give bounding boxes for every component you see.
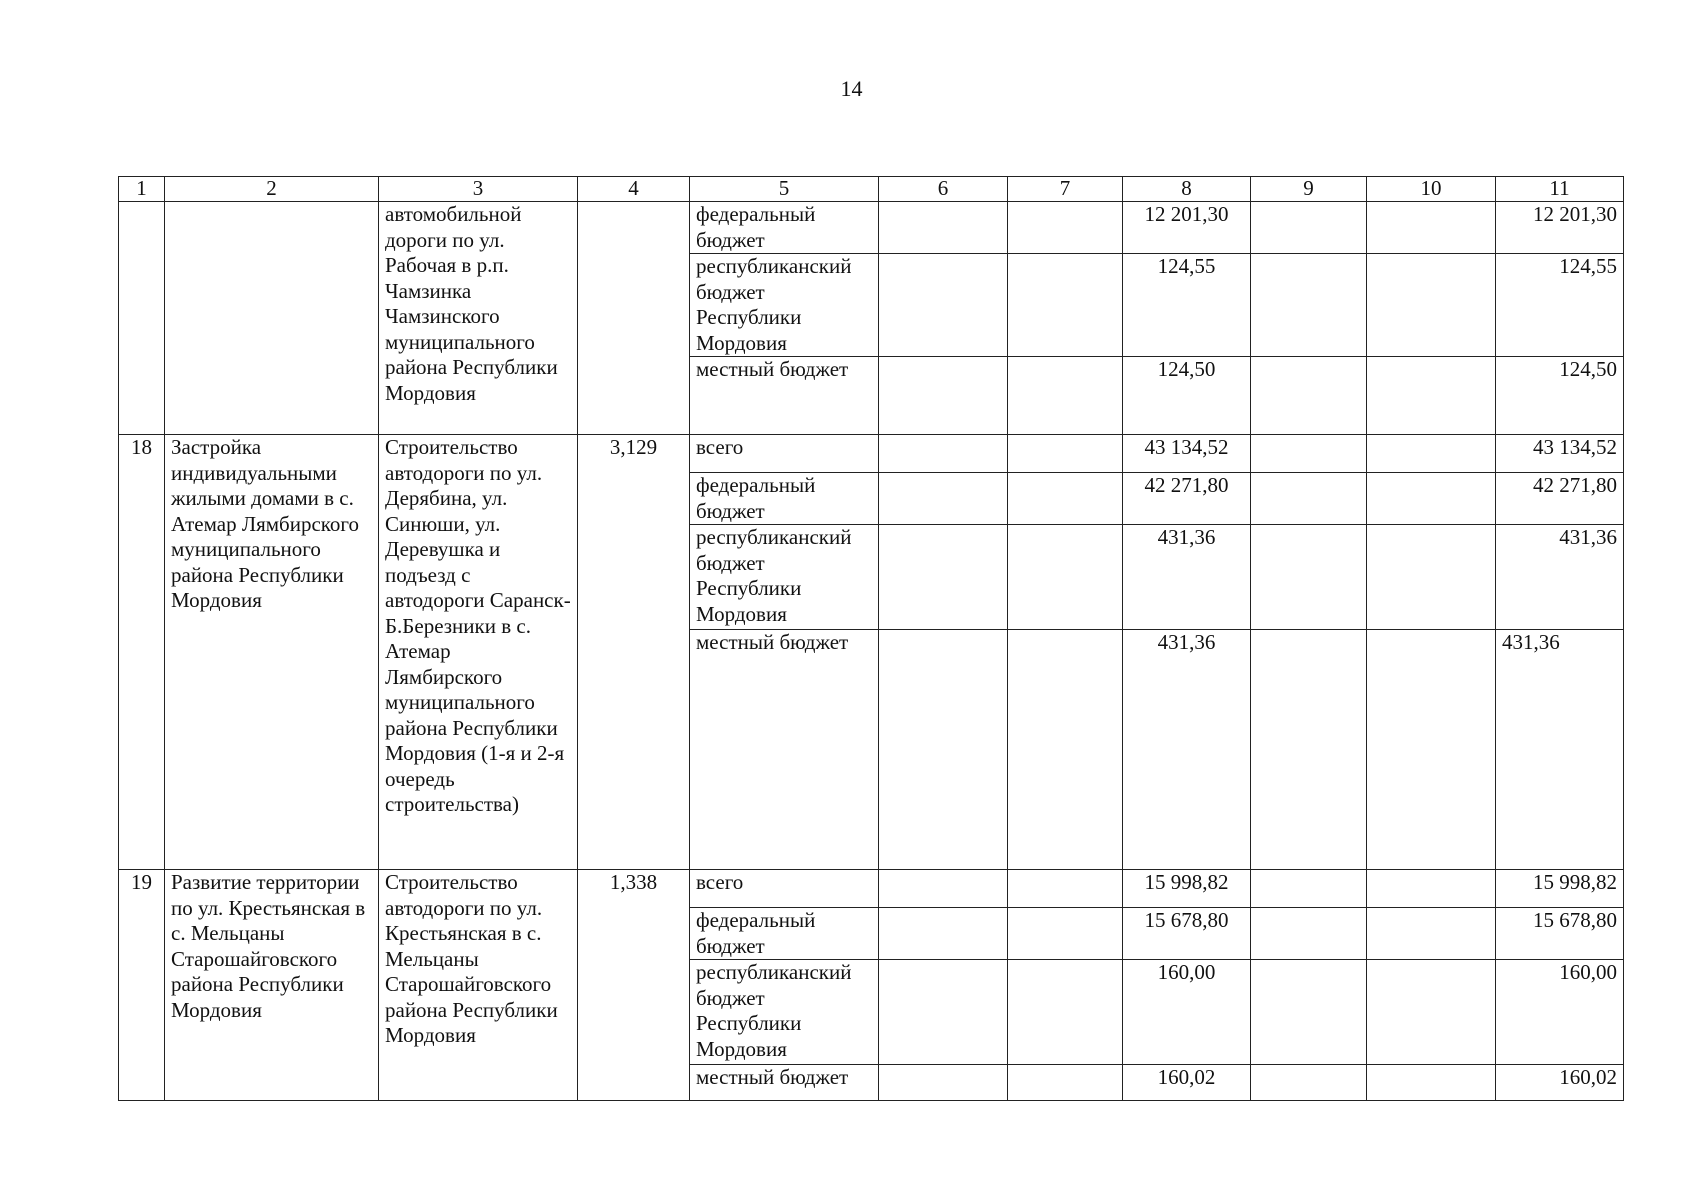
column-header: 6 xyxy=(879,177,1008,202)
value-cell: 42 271,80 xyxy=(1123,473,1251,525)
entry-number-cell: 19 xyxy=(119,870,165,1101)
value-cell: 15 998,82 xyxy=(1123,870,1251,908)
column-header: 10 xyxy=(1367,177,1496,202)
value-cell: 160,02 xyxy=(1123,1065,1251,1101)
column-header: 5 xyxy=(690,177,879,202)
value-cell: 12 201,30 xyxy=(1123,202,1251,254)
source-cell: местный бюджет xyxy=(690,357,879,435)
entry-name-cell xyxy=(165,202,379,435)
column-header: 7 xyxy=(1008,177,1123,202)
source-cell: местный бюджет xyxy=(690,630,879,870)
column-number-row xyxy=(119,177,1624,202)
source-cell: республиканский бюджет Республики Мордовия xyxy=(690,960,879,1065)
financing-table xyxy=(118,176,1624,1101)
object-name-cell: автомобильной дороги по ул. Рабочая в р.п. Чамзинка Чамзинского муниципального района Республики Мордовия xyxy=(379,202,578,435)
source-cell: всего xyxy=(690,435,879,473)
source-cell: федеральный бюджет xyxy=(690,473,879,525)
value-cell: 431,36 xyxy=(1123,525,1251,630)
total-cell: 43 134,52 xyxy=(1496,435,1624,473)
column-header: 11 xyxy=(1496,177,1624,202)
value-cell: 124,55 xyxy=(1123,254,1251,357)
table-row xyxy=(119,202,1624,254)
column-header: 2 xyxy=(165,177,379,202)
source-cell: федеральный бюджет xyxy=(690,202,879,254)
object-name-cell: Строительство автодороги по ул. Дерябина, ул. Синюши, ул. Деревушка и подъезд с автодороги Саранск-Б.Березники в с. Атемар Лямбирского муниципального района Республики Мордовия (1-я и 2-я очередь строительства) xyxy=(379,435,578,870)
column-header: 1 xyxy=(119,177,165,202)
source-cell: федеральный бюджет xyxy=(690,908,879,960)
total-cell: 124,55 xyxy=(1496,254,1624,357)
total-cell: 124,50 xyxy=(1496,357,1624,435)
total-cell: 12 201,30 xyxy=(1496,202,1624,254)
table-row xyxy=(119,870,1624,908)
source-cell: республиканский бюджет Республики Мордовия xyxy=(690,525,879,630)
source-cell: всего xyxy=(690,870,879,908)
page-number: 14 xyxy=(840,76,863,101)
length-cell: 3,129 xyxy=(578,435,690,870)
value-cell: 160,00 xyxy=(1123,960,1251,1065)
total-cell: 160,02 xyxy=(1496,1065,1624,1101)
total-cell: 15 998,82 xyxy=(1496,870,1624,908)
length-cell: 1,338 xyxy=(578,870,690,1101)
value-cell: 124,50 xyxy=(1123,357,1251,435)
entry-number-cell: 18 xyxy=(119,435,165,870)
column-header: 9 xyxy=(1251,177,1367,202)
object-name-cell: Строительство автодороги по ул. Крестьянская в с. Мельцаны Старошайговского района Республики Мордовия xyxy=(379,870,578,1101)
total-cell: 160,00 xyxy=(1496,960,1624,1065)
table-row xyxy=(119,435,1624,473)
entry-number-cell xyxy=(119,202,165,435)
length-cell xyxy=(578,202,690,435)
value-cell: 15 678,80 xyxy=(1123,908,1251,960)
value-cell: 431,36 xyxy=(1123,630,1251,870)
entry-name-cell: Развитие территории по ул. Крестьянская в с. Мельцаны Старошайговского района Республики Мордовия xyxy=(165,870,379,1101)
column-header: 8 xyxy=(1123,177,1251,202)
source-cell: местный бюджет xyxy=(690,1065,879,1101)
value-cell: 43 134,52 xyxy=(1123,435,1251,473)
total-cell: 431,36 xyxy=(1496,630,1624,870)
column-header: 4 xyxy=(578,177,690,202)
total-cell: 15 678,80 xyxy=(1496,908,1624,960)
total-cell: 431,36 xyxy=(1496,525,1624,630)
source-cell: республиканский бюджет Республики Мордовия xyxy=(690,254,879,357)
column-header: 3 xyxy=(379,177,578,202)
entry-name-cell: Застройка индивидуальными жилыми домами в с. Атемар Лямбирского муниципального района Республики Мордовия xyxy=(165,435,379,870)
total-cell: 42 271,80 xyxy=(1496,473,1624,525)
